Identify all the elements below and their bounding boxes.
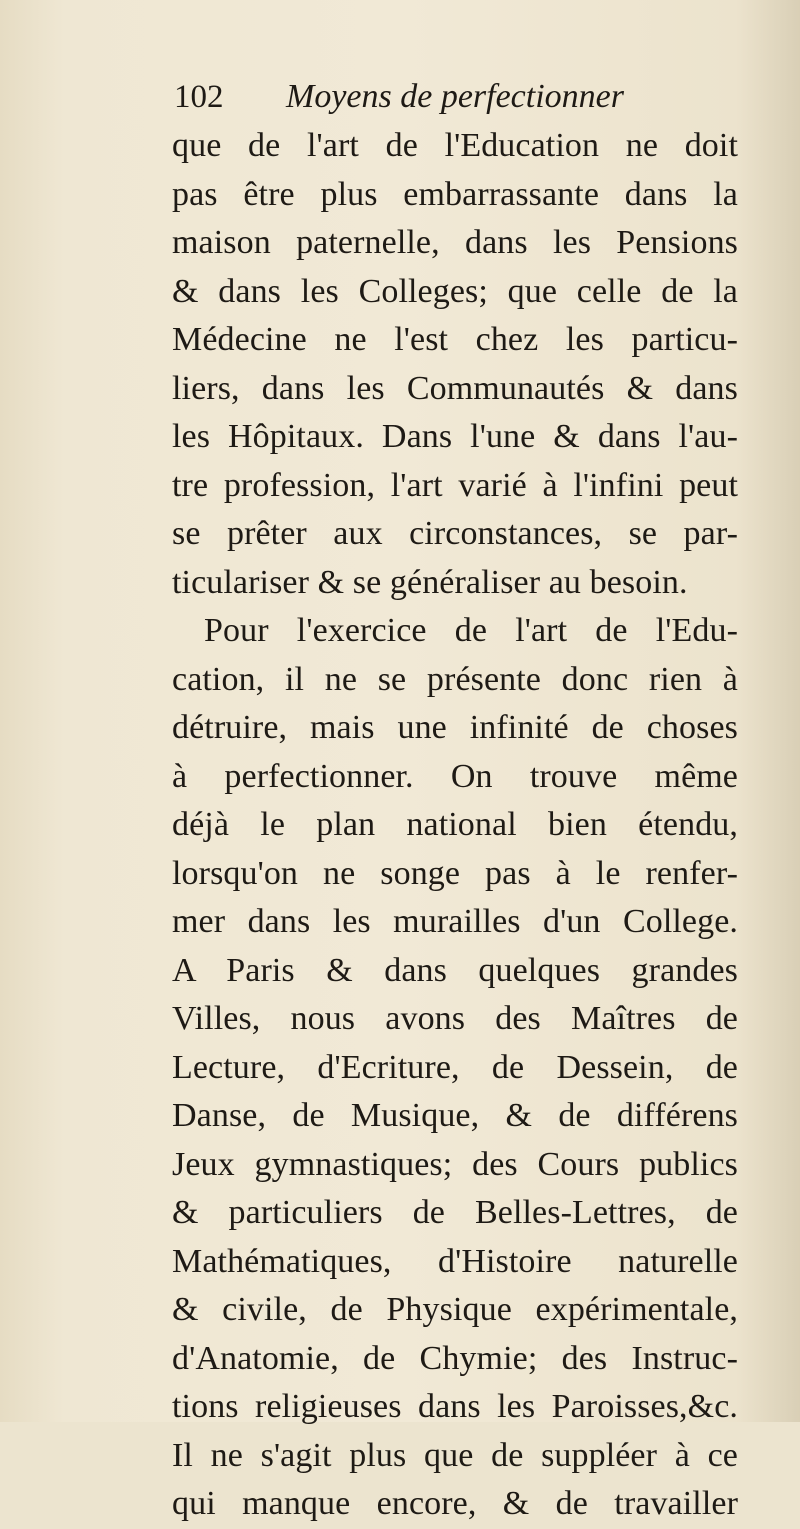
text-line: tions religieuses dans les Paroisses,&c. [172,1388,738,1425]
page-number: 102 [174,79,224,115]
text-line: liers, dans les Communautés & dans [172,369,738,407]
text-line: d'Anatomie, de Chymie; des Instruc- [172,1339,738,1377]
text-line: cation, il ne se présente donc rien à [172,660,738,698]
running-title: Moyens de perfectionner [286,78,624,115]
text-line: & civile, de Physique expérimentale, [172,1291,738,1328]
text-line: Mathématiques, d'Histoire naturelle [172,1242,738,1280]
text-line: qui manque encore, & de travailler [172,1485,738,1522]
text-line: Il ne s'agit plus que de suppléer à ce [172,1436,738,1474]
text-line: à perfectionner. On trouve même [172,757,738,795]
text-line: ticulariser & se généraliser au besoin. [172,563,688,601]
text-line: & dans les Colleges; que celle de la [172,272,738,310]
text-line: lorsqu'on ne songe pas à le renfer- [172,854,738,892]
text-line: déjà le plan national bien étendu, [172,806,738,843]
text-line: les Hôpitaux. Dans l'une & dans l'au- [172,418,738,455]
text-line: pas être plus embarrassante dans la [172,175,738,213]
text-line: Pour l'exercice de l'art de l'Edu- [204,612,738,649]
text-line: que de l'art de l'Education ne doit [172,127,738,164]
text-line: maison paternelle, dans les Pensions [172,224,738,261]
text-line: détruire, mais une infinité de choses [172,709,738,746]
text-line: Danse, de Musique, & de différens [172,1097,738,1134]
text-line: mer dans les murailles d'un College. [172,903,738,940]
text-line: se prêter aux circonstances, se par- [172,515,738,552]
text-line: A Paris & dans quelques grandes [172,951,738,989]
text-line: & particuliers de Belles-Lettres, de [172,1194,738,1231]
running-head [174,72,734,122]
text-line: Lecture, d'Ecriture, de Dessein, de [172,1048,738,1086]
text-line: Jeux gymnastiques; des Cours publics [172,1145,738,1183]
body-text [172,122,738,1529]
text-line: tre profession, l'art varié à l'infini peut [172,466,738,504]
text-line: Médecine ne l'est chez les particu- [172,321,738,358]
text-line: Villes, nous avons des Maîtres de [172,1000,738,1037]
